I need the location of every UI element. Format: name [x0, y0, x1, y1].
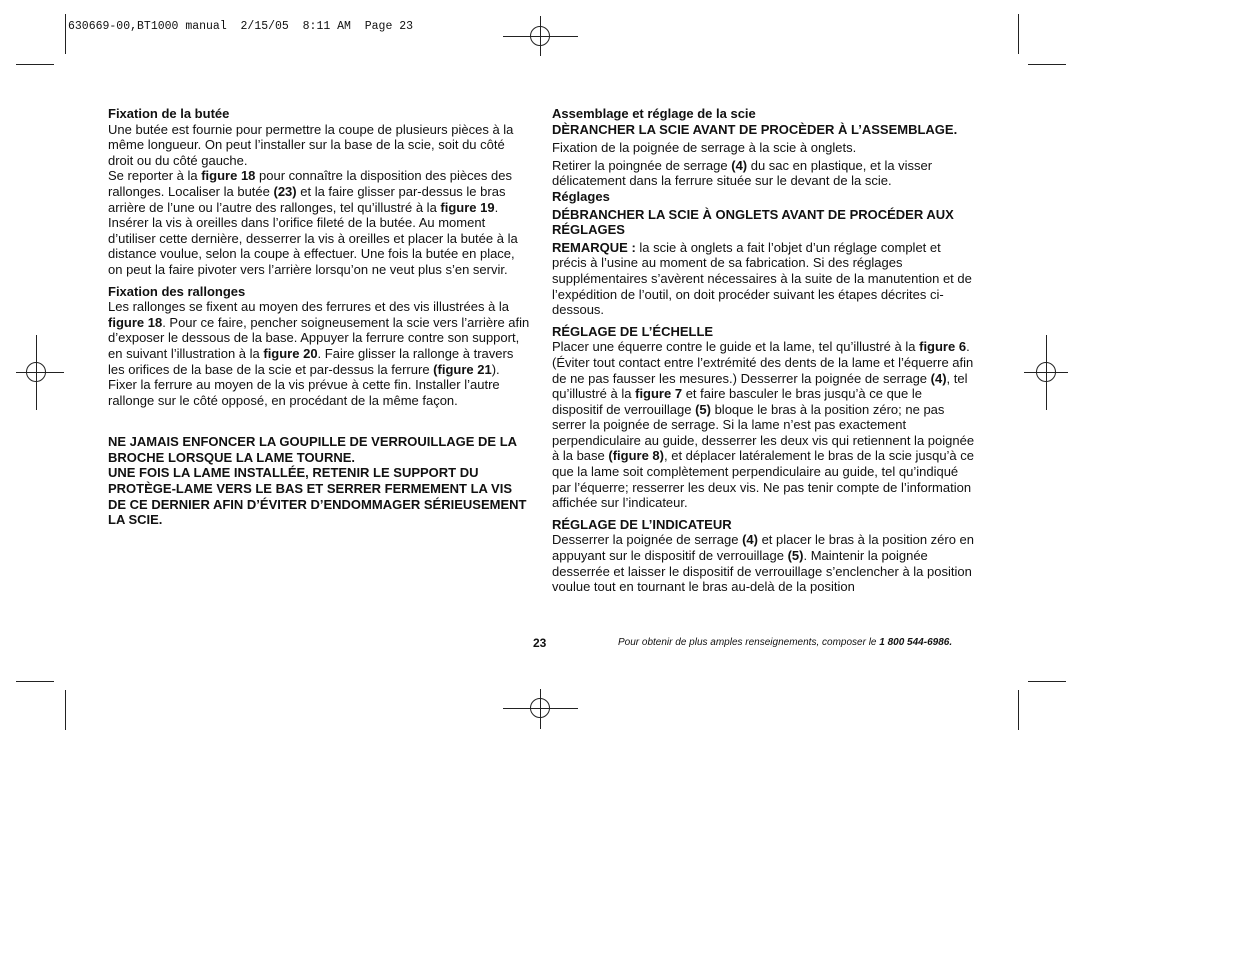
paragraph: Une butée est fournie pour permettre la coupe de plusieurs pièces à la même longueur. On peut l’installer sur la base de la scie, soit du côté droit ou du côté gauche. [108, 121, 514, 168]
warning-text: UNE FOIS LA LAME INSTALLÉE, RETENIR LE SUPPORT DU PROTÈGE-LAME VERS LE BAS ET SERRER FERMEMENT LA VIS DE CE DERNIER AFIN D’ÉVITER D’ENDOMMAGER SÉRIEUSEMENT LA SCIE. [108, 465, 527, 528]
section-title-echelle: RÉGLAGE DE L’ÉCHELLE [552, 323, 714, 339]
paragraph: Retirer la poingnée de serrage (4) du sac en plastique, et la visser délicatement dans la ferrure située sur le devant de la scie. [552, 157, 933, 189]
section-title-assemblage: Assemblage et réglage de la scie [552, 106, 756, 121]
phone-number: 1 800 544-6986. [879, 637, 953, 648]
warning-text: DÉBRANCHER LA SCIE À ONGLETS AVANT DE PROCÉDER AUX RÉGLAGES [552, 206, 954, 238]
paragraph: Desserrer la poignée de serrage (4) et placer le bras à la position zéro en appuyant sur le dispositif de verrouillage (5). Maintenir la poignée desserrée et laisser le dispositif de verrouillage s’enclencher à la position voulue tout en tournant le bras au-delà de la position [552, 532, 975, 595]
section-title-butee: Fixation de la butée [108, 106, 230, 121]
right-column [552, 106, 976, 595]
print-slug: 630669-00,BT1000 manual 2/15/05 8:11 AM Page 23 [68, 20, 414, 33]
paragraph: Placer une équerre contre le guide et la lame, tel qu’illustré à la figure 6. (Éviter tout contact entre l’extrémité des dents de la lame et l’équerre afin de ne pas fausser les mesures.) Desserrer la poignée de serrage (4), tel qu’illustré à la figure 7 et faire basculer le bras jusqu’à ce que le dispositif de verrouillage (5) bloque le bras à la position zéro; ne pas serrer la poignée de serrage. Si la lame n’est pas exactement perpendiculaire au guide, desserrer les deux vis qui retiennent la poignée à la base (figure 8), et déplacer latéralement le bras de la scie jusqu’à ce que la lame soit complètement perpendiculaire au guide, tel qu’indiqué par l’équerre; resserrer les deux vis. Ne pas tenir compte de l’information affichée sur l’indicateur. [552, 339, 975, 511]
section-title-rallonges: Fixation des rallonges [108, 283, 246, 299]
paragraph: Se reporter à la figure 18 pour connaître la disposition des pièces des rallonges. Localiser la butée (23) et la faire glisser par-dessus le bras arrière de l’une ou l’autre des rallonges, tel qu’illustré à la figure 19. Insérer la vis à oreilles dans l’orifice fileté de la butée. Au moment d’utiliser cette dernière, desserrer la vis à oreilles et placer la butée à la distance voulue, selon la coupe à effectuer. Une fois la butée en place, on peut la faire pivoter vers l’arrière lorsqu’on ne veut plus s’en servir. [108, 168, 518, 277]
paragraph: REMARQUE : la scie à onglets a fait l’objet d’un réglage complet et précis à l’usine au moment de sa fabrication. Si des réglages supplémentaires s’avèrent nécessaires à la suite de la manutention et de l’expédition de l’outil, on doit procéder suivant les étapes décrites ci-dessous. [552, 239, 972, 318]
left-column [108, 106, 532, 528]
page-number: 23 [533, 636, 547, 650]
warning-text: DÈRANCHER LA SCIE AVANT DE PROCÈDER À L’ASSEMBLAGE. [552, 121, 958, 137]
section-title-indicateur: RÉGLAGE DE L’INDICATEUR [552, 516, 732, 532]
footer-note: Pour obtenir de plus amples renseignements, composer le 1 800 544-6986. [618, 637, 953, 648]
warning-text: NE JAMAIS ENFONCER LA GOUPILLE DE VERROUILLAGE DE LA BROCHE LORSQUE LA LAME TOURNE. [108, 434, 517, 465]
paragraph: Les rallonges se fixent au moyen des ferrures et des vis illustrées à la figure 18. Pour ce faire, pencher soigneusement la scie vers l’arrière afin d’exposer le dessous de la base. Appuyer la ferrure contre son support, en suivant l’illustration à la figure 20. Faire glisser la rallonge à travers les orifices de la base de la scie et par-dessus la ferrure (figure 21). Fixer la ferrure au moyen de la vis prévue à cette fin. Installer l’autre rallonge sur le côté opposé, en procédant de la même façon. [108, 299, 530, 408]
paragraph: Fixation de la poignée de serrage à la scie à onglets. [552, 140, 857, 156]
section-title-reglages: Réglages [552, 188, 610, 204]
